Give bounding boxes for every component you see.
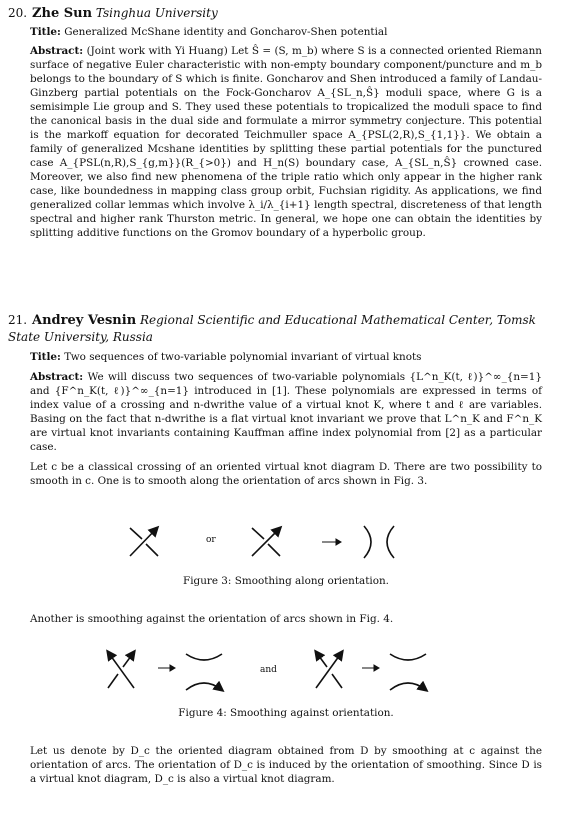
smoothed-arcs: [364, 526, 394, 558]
entry-21-title-line: [30, 350, 542, 364]
speaker-affiliation: Regional Scientific and Educational Mathematical Center, Tomsk State University, Russia: [8, 313, 536, 344]
and-label: and: [260, 665, 277, 675]
title-label: Title:: [30, 351, 61, 363]
talk-title: Generalized McShane identity and Goncharov-Shen potential: [64, 26, 388, 38]
talk-title: Two sequences of two-variable polynomial invariant of virtual knots: [64, 351, 422, 363]
crossing-diagram: [130, 528, 158, 556]
paragraph-text: Another is smoothing against the orientation of arcs shown in Fig. 4.: [30, 613, 394, 625]
speaker-name: Andrey Vesnin: [32, 313, 137, 328]
abstract-label: Abstract:: [30, 371, 84, 383]
or-label: or: [206, 535, 216, 545]
paragraph-dc-definition: [30, 744, 542, 786]
figure-4-diagram: [30, 632, 542, 704]
figure-3-caption: Figure 3: Smoothing along orientation.: [183, 575, 389, 587]
right-arrow-icon: [362, 665, 379, 671]
abstract-text: We will discuss two sequences of two-variable polynomials {L^n_K(t, ℓ)}^∞_{n=1} and {F^n_K(t, ℓ)}^∞_{n=1} introduced in [1]. These polynomials are expressed in terms of index value of a crossing and n-dwrithe value of a virtual knot K, where t and ℓ are variables. Basing on the fact that n-dwrithe is a flat virtual knot invariant we prove that L^n_K and F^n_K are virtual knot invariants containing Kauffman affine index polynomial from [2] as a particular case.: [30, 371, 542, 453]
speaker-affiliation: Tsinghua University: [95, 6, 218, 20]
paragraph-text: Let us denote by D_c the oriented diagram obtained from D by smoothing at c against the orientation of arcs. The orientation of D_c is induced by the orientation of smoothing. Since D is a virtual knot diagram, D_c is also a virtual knot diagram.: [30, 745, 542, 785]
entry-21-heading: [8, 312, 542, 345]
paragraph-smoothing-intro: [30, 460, 542, 488]
figure-3-diagram: [30, 512, 542, 572]
entry-20-abstract: [30, 44, 542, 240]
crossing-diagram: [316, 652, 342, 688]
entry-number: 20.: [8, 6, 28, 20]
abstract-label: Abstract:: [30, 45, 84, 57]
crossing-diagram: [108, 652, 134, 688]
right-arrow-icon: [158, 665, 175, 671]
smoothed-arcs: [186, 654, 222, 690]
crossing-diagram: [252, 528, 280, 556]
figure-4-caption: Figure 4: Smoothing against orientation.: [178, 707, 394, 719]
entry-20-title-line: [30, 25, 542, 39]
entry-21-abstract: [30, 370, 542, 454]
smoothed-arcs: [390, 654, 426, 690]
right-arrow-icon: [322, 539, 341, 545]
entry-20-heading: [8, 5, 542, 22]
abstract-text: (Joint work with Yi Huang) Let Ŝ = (S, m_b) where S is a connected oriented Riemann surface of negative Euler characteristic with non-empty boundary component/puncture and m_b belongs to the boundary of S which is finite. Goncharov and Shen introduced a family of Landau-Ginzberg partial potentials on the Fock-Goncharov A_{SL_n,Ŝ} moduli space, where G is a semisimple Lie group and S. They used these potentials to tropicalized the moduli space to find the canonical basis in the dual side and formulate a mirror symmetry conjecture. This potential is the markoff equation for decorated Teichmuller space A_{PSL(2,R),S_{1,1}}. We obtain a family of generalized Mcshane identities by splitting these partial potentials for the punctured case A_{PSL(n,R),S_{g,m}}(R_{>0}) and H_n(S) boundary case, A_{SL_n,Ŝ} crowned case. Moreover, we also find new phenomena of the triple ratio which only appear in the higher rank case, like boundedness in mapping class group orbit, Fuchsian rigidity. As applications, we find generalized collar lemmas which involve λ_i/λ_{i+1} length spectral, discreteness of that length spectral and higher rank Thurston metric. In general, we hope one can obtain the identities by splitting additive functions on the Gromov boundary of a hyperbolic group.: [30, 45, 542, 239]
figure-4: [30, 632, 542, 724]
entry-number: 21.: [8, 313, 28, 327]
paragraph-smoothing-against: [30, 612, 542, 626]
speaker-name: Zhe Sun: [32, 6, 93, 21]
figure-3: [30, 512, 542, 592]
title-label: Title:: [30, 26, 61, 38]
paragraph-text: Let c be a classical crossing of an oriented virtual knot diagram D. There are two possibility to smooth in c. One is to smooth along the orientation of arcs shown in Fig. 3.: [30, 461, 542, 487]
